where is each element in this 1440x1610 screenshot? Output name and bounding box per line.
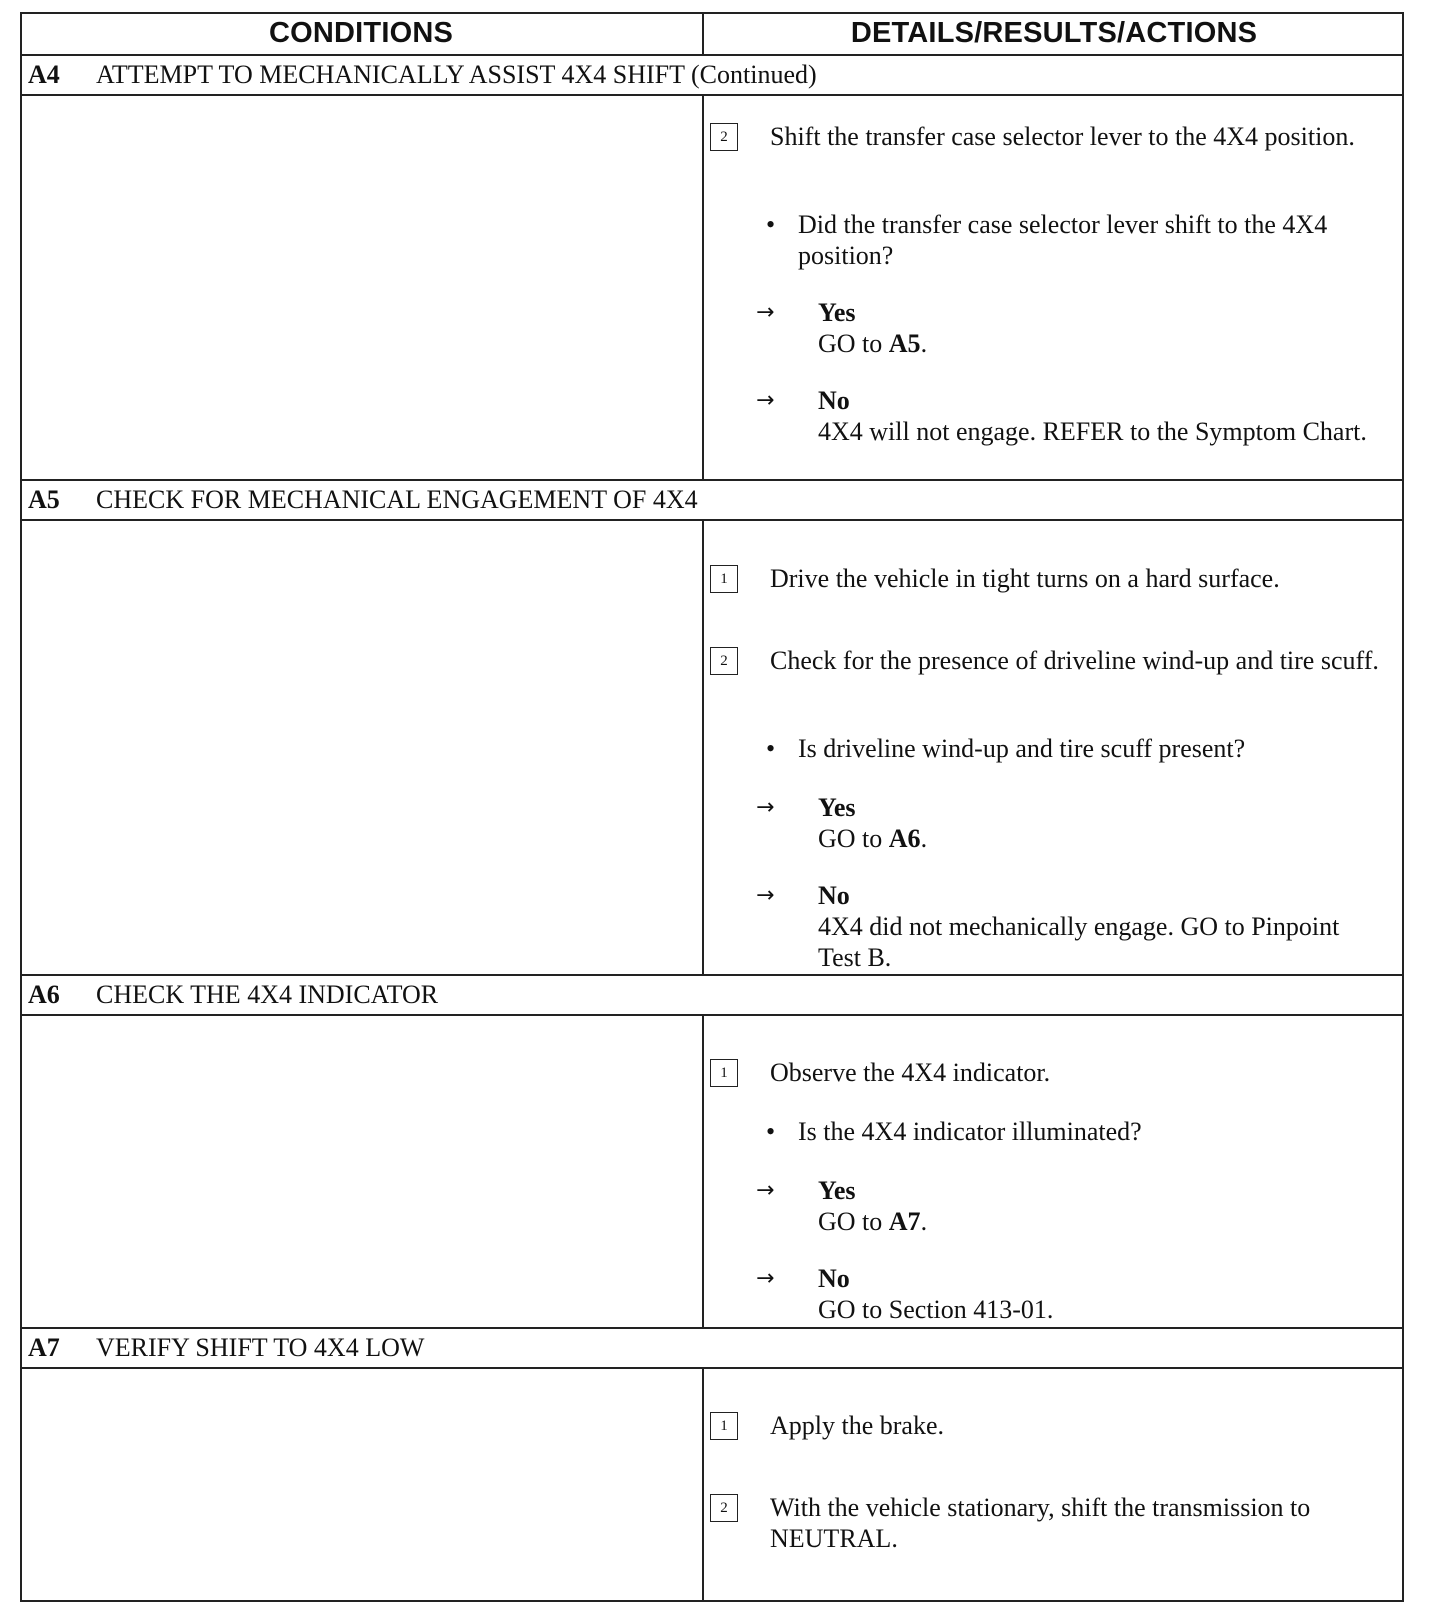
header-conditions: CONDITIONS (268, 16, 454, 49)
section-a5-title-row (28, 480, 698, 520)
section-id: A5 (28, 485, 60, 514)
a5-answer-yes (756, 792, 1376, 856)
section-a4-title-row (28, 55, 817, 95)
answer-text: GO to A5. (818, 329, 928, 358)
answer-label: No (818, 881, 850, 910)
answer-label: No (818, 1264, 850, 1293)
answer-text: 4X4 will not engage. REFER to the Symptom Chart. (818, 417, 1367, 446)
arrow-right-icon: → (756, 388, 775, 413)
section-a6-title-row (28, 975, 438, 1015)
go-to-ref: A5 (888, 329, 921, 358)
answer-text: 4X4 did not mechanically engage. GO to Pinpoint Test B. (818, 912, 1340, 972)
answer-label: Yes (818, 298, 856, 327)
column-divider (702, 1014, 704, 1327)
section-id: A4 (28, 60, 60, 89)
arrow-right-icon: → (756, 300, 775, 325)
a5-step-1 (710, 563, 1394, 597)
step-text: Observe the 4X4 indicator. (770, 1058, 1051, 1087)
a6-answer-yes (756, 1175, 1376, 1239)
bullet-icon: • (766, 1117, 776, 1146)
a6-question (766, 1116, 1408, 1150)
step-text: Check for the presence of driveline wind-up and tire scuff. (770, 646, 1379, 675)
answer-text: GO to A7. (818, 1207, 928, 1236)
arrow-right-icon: → (756, 883, 775, 908)
a7-step-2 (710, 1492, 1394, 1556)
column-divider (702, 94, 704, 479)
answer-label: Yes (818, 1176, 856, 1205)
a4-step-2 (710, 121, 1394, 185)
column-divider (702, 519, 704, 974)
bullet-icon: • (766, 210, 776, 239)
a5-answer-no (756, 880, 1376, 974)
go-to-ref: A7 (888, 1207, 921, 1236)
step-number-box: 1 (710, 1412, 738, 1440)
section-id: A6 (28, 980, 60, 1009)
arrow-right-icon: → (756, 795, 775, 820)
section-title: CHECK THE 4X4 INDICATOR (96, 980, 439, 1009)
arrow-right-icon: → (756, 1178, 775, 1203)
answer-label: Yes (818, 793, 856, 822)
a6-step-1 (710, 1057, 1394, 1091)
step-number-box: 1 (710, 565, 738, 593)
step-text: Apply the brake. (770, 1411, 945, 1440)
section-id: A7 (28, 1333, 60, 1362)
answer-label: No (818, 386, 850, 415)
step-text: Drive the vehicle in tight turns on a hard surface. (770, 564, 1280, 593)
question-text: Is driveline wind-up and tire scuff present? (798, 734, 1246, 763)
header-details: DETAILS/RESULTS/ACTIONS (850, 16, 1258, 49)
section-title: VERIFY SHIFT TO 4X4 LOW (96, 1333, 425, 1362)
column-divider (702, 1367, 704, 1602)
answer-text: GO to A6. (818, 824, 928, 853)
step-text: With the vehicle stationary, shift the transmission to NEUTRAL. (770, 1493, 1311, 1553)
go-to-ref: A6 (888, 824, 921, 853)
section-title: CHECK FOR MECHANICAL ENGAGEMENT OF 4X4 (96, 485, 698, 514)
a5-question (766, 733, 1408, 767)
a7-step-1 (710, 1410, 1394, 1444)
step-text: Shift the transfer case selector lever to the 4X4 position. (770, 122, 1355, 151)
a6-answer-no (756, 1263, 1376, 1327)
step-number-box: 2 (710, 647, 738, 675)
a4-answer-yes (756, 297, 1376, 361)
a4-question (766, 209, 1408, 273)
question-text: Is the 4X4 indicator illuminated? (798, 1117, 1142, 1146)
step-number-box: 2 (710, 123, 738, 151)
bullet-icon: • (766, 734, 776, 763)
question-text: Did the transfer case selector lever shift to the 4X4 position? (798, 210, 1328, 270)
a4-answer-no (756, 385, 1376, 479)
step-number-box: 1 (710, 1059, 738, 1087)
section-a7-title-row (28, 1328, 424, 1368)
section-title: ATTEMPT TO MECHANICALLY ASSIST 4X4 SHIFT (Continued) (96, 60, 817, 89)
step-number-box: 2 (710, 1494, 738, 1522)
answer-text: GO to Section 413-01. (818, 1295, 1054, 1324)
a5-step-2 (710, 645, 1394, 709)
arrow-right-icon: → (756, 1266, 775, 1291)
